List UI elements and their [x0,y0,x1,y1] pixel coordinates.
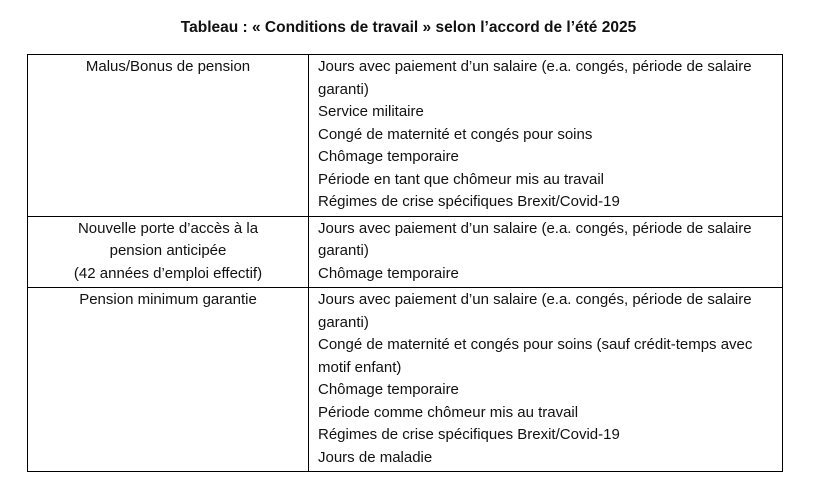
list-item: Service militaire [318,103,424,120]
row-label-cell [28,55,309,217]
list-item: Période comme chômeur mis au travail [318,403,579,421]
list-item: Période en tant que chômeur mis au travail [318,170,604,188]
table-row-malus-bonus [28,55,783,217]
row-label: Pension minimum garantie [79,291,257,308]
list-item: Jours avec paiement d’un salaire (e.a. congés, période de salaire garanti) [318,219,752,259]
list-item: Congé de maternité et congés pour soins (sauf crédit-temps avec motif enfant) [318,336,753,376]
list-item: Jours avec paiement d’un salaire (e.a. congés, période de salaire garanti) [318,291,752,331]
row-label-line: (42 années d’emploi effectif) [73,264,263,282]
row-label: Malus/Bonus de pension [85,58,251,75]
table-title: Tableau : « Conditions de travail » selon l’accord de l’été 2025 [180,19,637,36]
row-items-cell [309,216,783,288]
list-item: Régimes de crise spécifiques Brexit/Covid-19 [318,193,620,210]
list-item: Chômage temporaire [318,148,459,165]
list-item: Chômage temporaire [318,381,459,398]
conditions-table [27,54,783,472]
row-label-line: Nouvelle porte d’accès à la [77,219,259,237]
list-item: Congé de maternité et congés pour soins [318,125,593,143]
list-item: Jours avec paiement d’un salaire (e.a. congés, période de salaire garanti) [318,58,752,98]
list-item: Jours de maladie [318,448,433,466]
row-label-line: pension anticipée [109,242,227,259]
row-items-cell [309,55,783,217]
row-label-cell [28,216,309,288]
row-label-cell [28,288,309,472]
row-items-cell [309,288,783,472]
table-row-minimum-pension [28,288,783,472]
list-item: Régimes de crise spécifiques Brexit/Covid-19 [318,426,620,443]
list-item: Chômage temporaire [318,264,459,282]
table-row-early-pension [28,216,783,288]
